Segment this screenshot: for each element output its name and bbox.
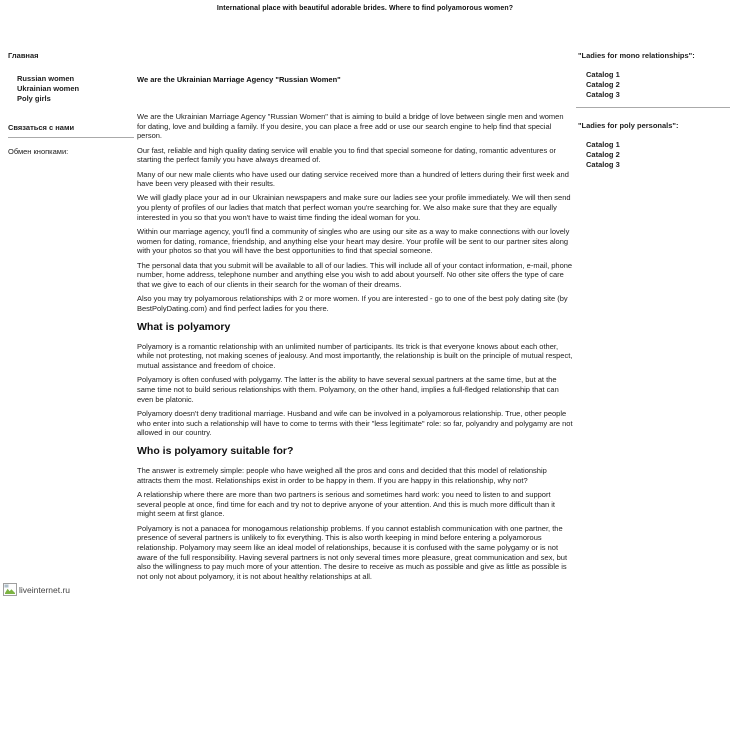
intro-paragraph: We will gladly place your ad in our Ukrainian newspapers and make sure our ladies see your profile immediately. We will then send you plenty of profiles of our ladies that match that perfect woman you're searching for. We also make sure that they are equally interested in you so that you won't have to waist time finding the ideal woman for you. (137, 193, 571, 222)
right-sidebar (576, 51, 730, 170)
agency-heading: We are the Ukrainian Marriage Agency "Russian Women" (137, 75, 341, 84)
page-title: International place with beautiful adorable brides. Where to find polyamorous women? (216, 5, 514, 12)
right-sidebar-divider (576, 107, 730, 108)
main-content (137, 75, 573, 586)
mono-catalog-heading: "Ladies for mono relationships": (578, 51, 695, 60)
mono-catalog-link-2[interactable]: Catalog 2 (586, 80, 620, 89)
mono-catalog-link-1[interactable]: Catalog 1 (586, 70, 620, 79)
left-sidebar (8, 51, 134, 157)
polyamory-paragraph: Polyamory is a romantic relationship with an unlimited number of participants. Its trick is that everyone knows about each other, while not protesting, not making scenes of jealousy. And most importantly, the relationship is built on the principle of mutual respect, mutual assistance and freedom of choice. (137, 341, 573, 371)
sidebar-item-ukrainian-women[interactable]: Ukrainian women (17, 84, 80, 93)
intro-paragraph: Within our marriage agency, you'll find a community of singles who are using our site as a way to make connections with our lovely women for dating, romance, friendship, and anything else your heart may desire. Your profile will be sent to our partner sites along with your photos so that you will have the best opportunities to find that special someone. (137, 227, 570, 256)
section-heading-who-suitable: Who is polyamory suitable for? (137, 444, 294, 457)
liveinternet-counter[interactable] (3, 583, 70, 596)
poly-catalog-list (576, 140, 730, 170)
poly-catalog-link-1[interactable]: Catalog 1 (586, 140, 620, 149)
section-heading-what-is-polyamory: What is polyamory (137, 320, 231, 333)
sidebar-item-home[interactable]: Главная (8, 51, 39, 60)
suitability-paragraph: The answer is extremely simple: people who have weighed all the pros and cons and decided that this model of relationship attracts them the most. Relationships exist in order to be happy in them. If you are happy in this relationship, why not? (137, 465, 547, 485)
counter-alt-text: liveinternet.ru (19, 584, 71, 595)
intro-paragraph: Many of our new male clients who have used our dating service received more than a hundred of letters during their first week and have been very pleased with their results. (137, 169, 569, 189)
sidebar-item-contact[interactable]: Связаться с нами (8, 123, 75, 132)
poly-catalog-heading: "Ladies for poly personals": (578, 121, 679, 130)
mono-catalog-list (576, 70, 730, 100)
polyamory-paragraph: Polyamory doesn't deny traditional marriage. Husband and wife can be involved in a polyamorous relationship. True, other people who enter into such a relationship will have to come to terms with their "less legitimate" role: so far, polyandry and polygamy are not allowed in our country. (137, 408, 573, 438)
poly-catalog-link-3[interactable]: Catalog 3 (586, 160, 620, 169)
sidebar-item-poly-girls[interactable]: Poly girls (17, 94, 51, 103)
suitability-paragraph: Polyamory is not a panacea for monogamous relationship problems. If you cannot establish communication with one partner, the presence of several partners is unlikely to fix everything. This is also worth keeping in mind before entering a polyamorous relationship. Polyamory may seem like an ideal model of relationships, because it is confused with the same polygamy or is not aware of the full responsibility. Having several partners is not only several times more pleasure, great communication and sex, but also the willingness to pay much more of your attention. The desire to receive as much as possible and give as little as possible is not only not about polyamory, it is not about healthy relationships at all. (137, 523, 568, 582)
broken-image-icon (3, 583, 17, 596)
intro-paragraph: The personal data that you submit will be available to all of our ladies. This will include all of your contact information, e-mail, phone number, home address, telephone number and anything else you wish to add about yourself. No other site offers the type of care that we give to each of our clients in their search for the woman of their dreams. (137, 260, 573, 290)
sidebar-item-russian-women[interactable]: Russian women (17, 74, 75, 83)
intro-paragraph: Also you may try polyamorous relationships with 2 or more women. If you are interested - go to one of the best poly dating site (by BestPolyDating.com) and find perfect ladies for you there. (137, 294, 568, 313)
left-sidebar-divider (8, 137, 134, 138)
mono-catalog-link-3[interactable]: Catalog 3 (586, 90, 620, 99)
intro-paragraph: Our fast, reliable and high quality dating service will enable you to find that special someone for dating, romantic adventures or starting the perfect family you have always dreamed of. (137, 145, 556, 165)
intro-paragraph: We are the Ukrainian Marriage Agency "Russian Women" that is aiming to build a bridge of love between single men and women for dating, love and building a family. If you desire, you can place a free add or use our search engine to help find that special person. (137, 112, 564, 141)
sidebar-nav (8, 74, 134, 104)
poly-catalog-link-2[interactable]: Catalog 2 (586, 150, 620, 159)
button-exchange-label: Обмен кнопками: (8, 147, 69, 156)
suitability-paragraph: A relationship where there are more than two partners is serious and sometimes hard work: you need to listen to and support several people at once, find time for each and try not to deprive anyone of your attention. And this is much more difficult than it might seem at first glance. (137, 489, 556, 519)
polyamory-paragraph: Polyamory is often confused with polygamy. The latter is the ability to have several sexual partners at the same time, but at the same time not to build serious relationships with them. Polyamory, on the other hand, implies a full-fledged relationship that can even be platonic. (137, 375, 559, 404)
